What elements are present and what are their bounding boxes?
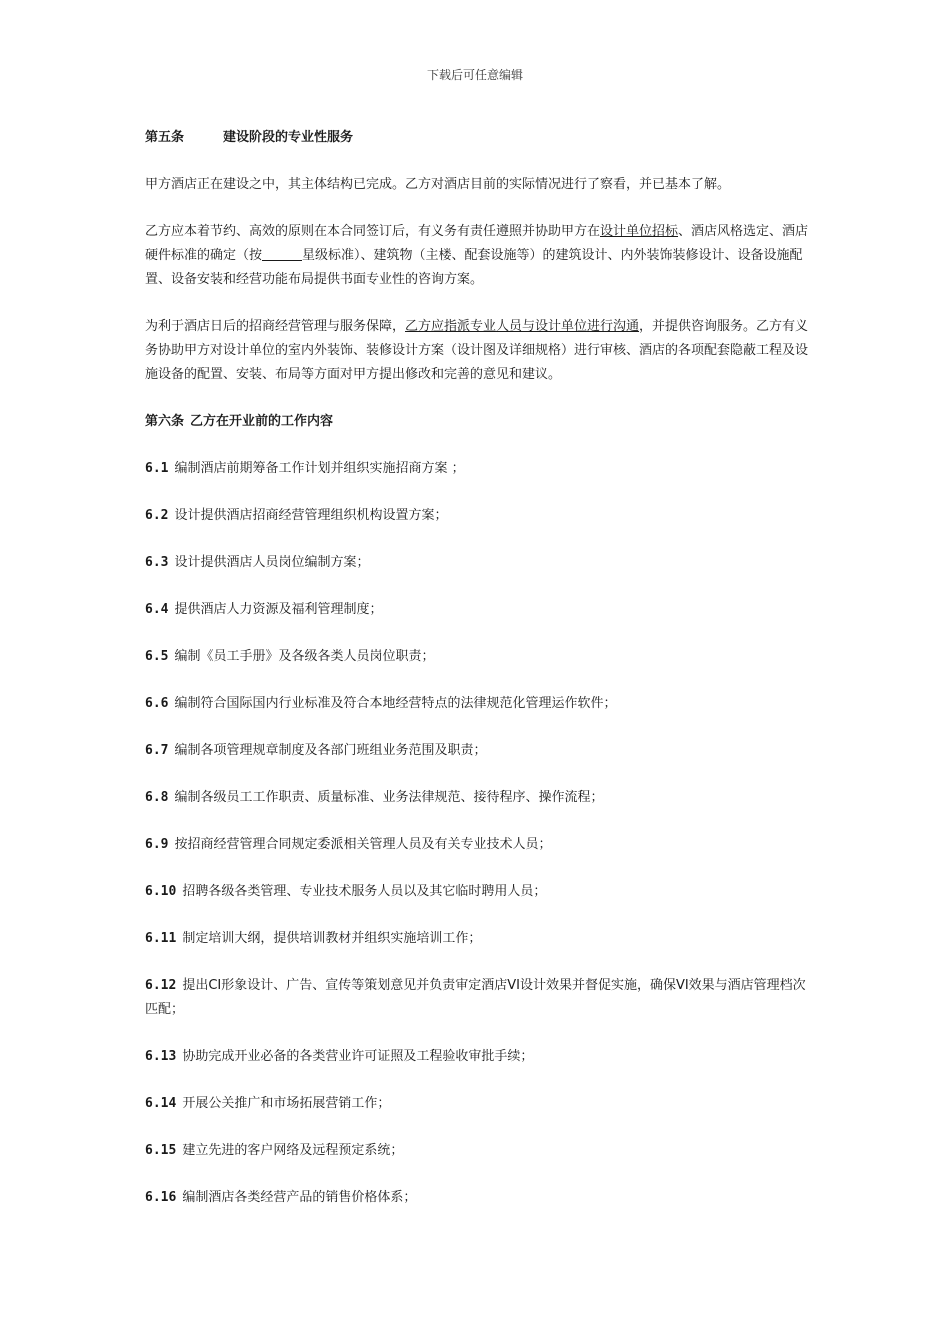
item-text: 编制酒店前期筹备工作计划并组织实施招商方案 ； — [174, 461, 465, 476]
item-text: 编制《员工手册》及各级各类人员岗位职责； — [174, 649, 435, 664]
article-5-paragraph-1: 甲方酒店正在建设之中，其主体结构已完成。乙方对酒店目前的实际情况进行了察看，并已基本了解。 — [145, 177, 731, 192]
item-number: 6.5 — [145, 649, 169, 664]
paragraph-text: 乙方应本着节约、高效的原则在本合同签订后，有义务有责任遵照并协助甲方在 — [145, 224, 601, 239]
item-text: 设计提供酒店招商经营管理组织机构设置方案； — [174, 508, 448, 523]
article-5-paragraph-2 — [145, 220, 817, 292]
list-item — [145, 692, 817, 716]
article-6-items — [145, 457, 817, 1210]
list-item — [145, 551, 817, 575]
article-5-heading — [145, 126, 817, 150]
item-text: 编制酒店各类经营产品的销售价格体系； — [182, 1190, 417, 1205]
list-item — [145, 504, 817, 528]
list-item — [145, 880, 817, 904]
item-text: 招聘各级各类管理、专业技术服务人员以及其它临时聘用人员； — [182, 884, 547, 899]
item-number: 6.11 — [145, 931, 177, 946]
document-body — [145, 126, 817, 1233]
list-item — [145, 974, 817, 1022]
list-item — [145, 457, 817, 481]
item-number: 6.7 — [145, 743, 169, 758]
item-text: 制定培训大纲，提供培训教材并组织实施培训工作； — [182, 931, 482, 946]
list-item — [145, 1045, 817, 1069]
underlined-text: 乙方应指派专业人员与设计单位进行沟通 — [405, 319, 640, 334]
item-text: 编制各项管理规章制度及各部门班组业务范围及职责； — [174, 743, 487, 758]
item-number: 6.15 — [145, 1143, 177, 1158]
item-text: 协助完成开业必备的各类营业许可证照及工程验收审批手续； — [182, 1049, 534, 1064]
item-text: 提供酒店人力资源及福利管理制度； — [174, 602, 383, 617]
list-item — [145, 927, 817, 951]
item-text: 设计提供酒店人员岗位编制方案； — [174, 555, 370, 570]
article-6-title: 乙方在开业前的工作内容 — [190, 414, 334, 429]
item-number: 6.8 — [145, 790, 169, 805]
list-item — [145, 645, 817, 669]
paragraph-text: 星级标准）、建筑物（主楼、配套设施等）的建筑设计、内外装饰装修设计、设备设施配置、设备安装和经营功能布局提供书面专业性的咨询方案。 — [145, 248, 803, 287]
fill-in-blank — [262, 246, 302, 261]
article-5-title: 建设阶段的专业性服务 — [223, 130, 354, 145]
item-number: 6.16 — [145, 1190, 177, 1205]
item-number: 6.10 — [145, 884, 177, 899]
item-number: 6.9 — [145, 837, 169, 852]
item-number: 6.13 — [145, 1049, 177, 1064]
underlined-text: 设计单位招标 — [600, 224, 679, 239]
article-6-number: 第六条 — [145, 414, 185, 429]
list-item — [145, 1092, 817, 1116]
item-text: 编制符合国际国内行业标准及符合本地经营特点的法律规范化管理运作软件； — [174, 696, 617, 711]
item-number: 6.2 — [145, 508, 169, 523]
item-number: 6.1 — [145, 461, 169, 476]
item-text: 按招商经营管理合同规定委派相关管理人员及有关专业技术人员； — [174, 837, 552, 852]
list-item — [145, 598, 817, 622]
paragraph-text: 、酒店风格选定、酒店硬件标准的确定（按 — [145, 224, 809, 263]
item-number: 6.4 — [145, 602, 169, 617]
list-item — [145, 786, 817, 810]
item-text: 编制各级员工工作职责、质量标准、业务法律规范、接待程序、操作流程； — [174, 790, 604, 805]
item-text: 提出CI形象设计、广告、宣传等策划意见并负责审定酒店VI设计效果并督促实施，确保VI效果与酒店管理档次匹配； — [145, 978, 806, 1017]
item-text: 开展公关推广和市场拓展营销工作； — [182, 1096, 391, 1111]
item-number: 6.3 — [145, 555, 169, 570]
list-item — [145, 1139, 817, 1163]
article-5-paragraph-3 — [145, 315, 817, 387]
article-5-number: 第五条 — [145, 130, 185, 145]
item-number: 6.6 — [145, 696, 169, 711]
list-item — [145, 739, 817, 763]
item-text: 建立先进的客户网络及远程预定系统； — [182, 1143, 404, 1158]
item-number: 6.14 — [145, 1096, 177, 1111]
paragraph-text: 为利于酒店日后的招商经营管理与服务保障， — [145, 319, 406, 334]
paragraph-text: ，并提供咨询服务。乙方有义务协助甲方对设计单位的室内外装饰、装修设计方案（设计图及详细规格）进行审核、酒店的各项配套隐蔽工程及设施设备的配置、安装、布局等方面对甲方提出修改和完善的意见和建议。 — [145, 319, 809, 382]
list-item — [145, 833, 817, 857]
header-note: 下载后可任意编辑 — [426, 68, 523, 82]
article-6-heading — [145, 410, 817, 434]
item-number: 6.12 — [145, 978, 177, 993]
list-item — [145, 1186, 817, 1210]
